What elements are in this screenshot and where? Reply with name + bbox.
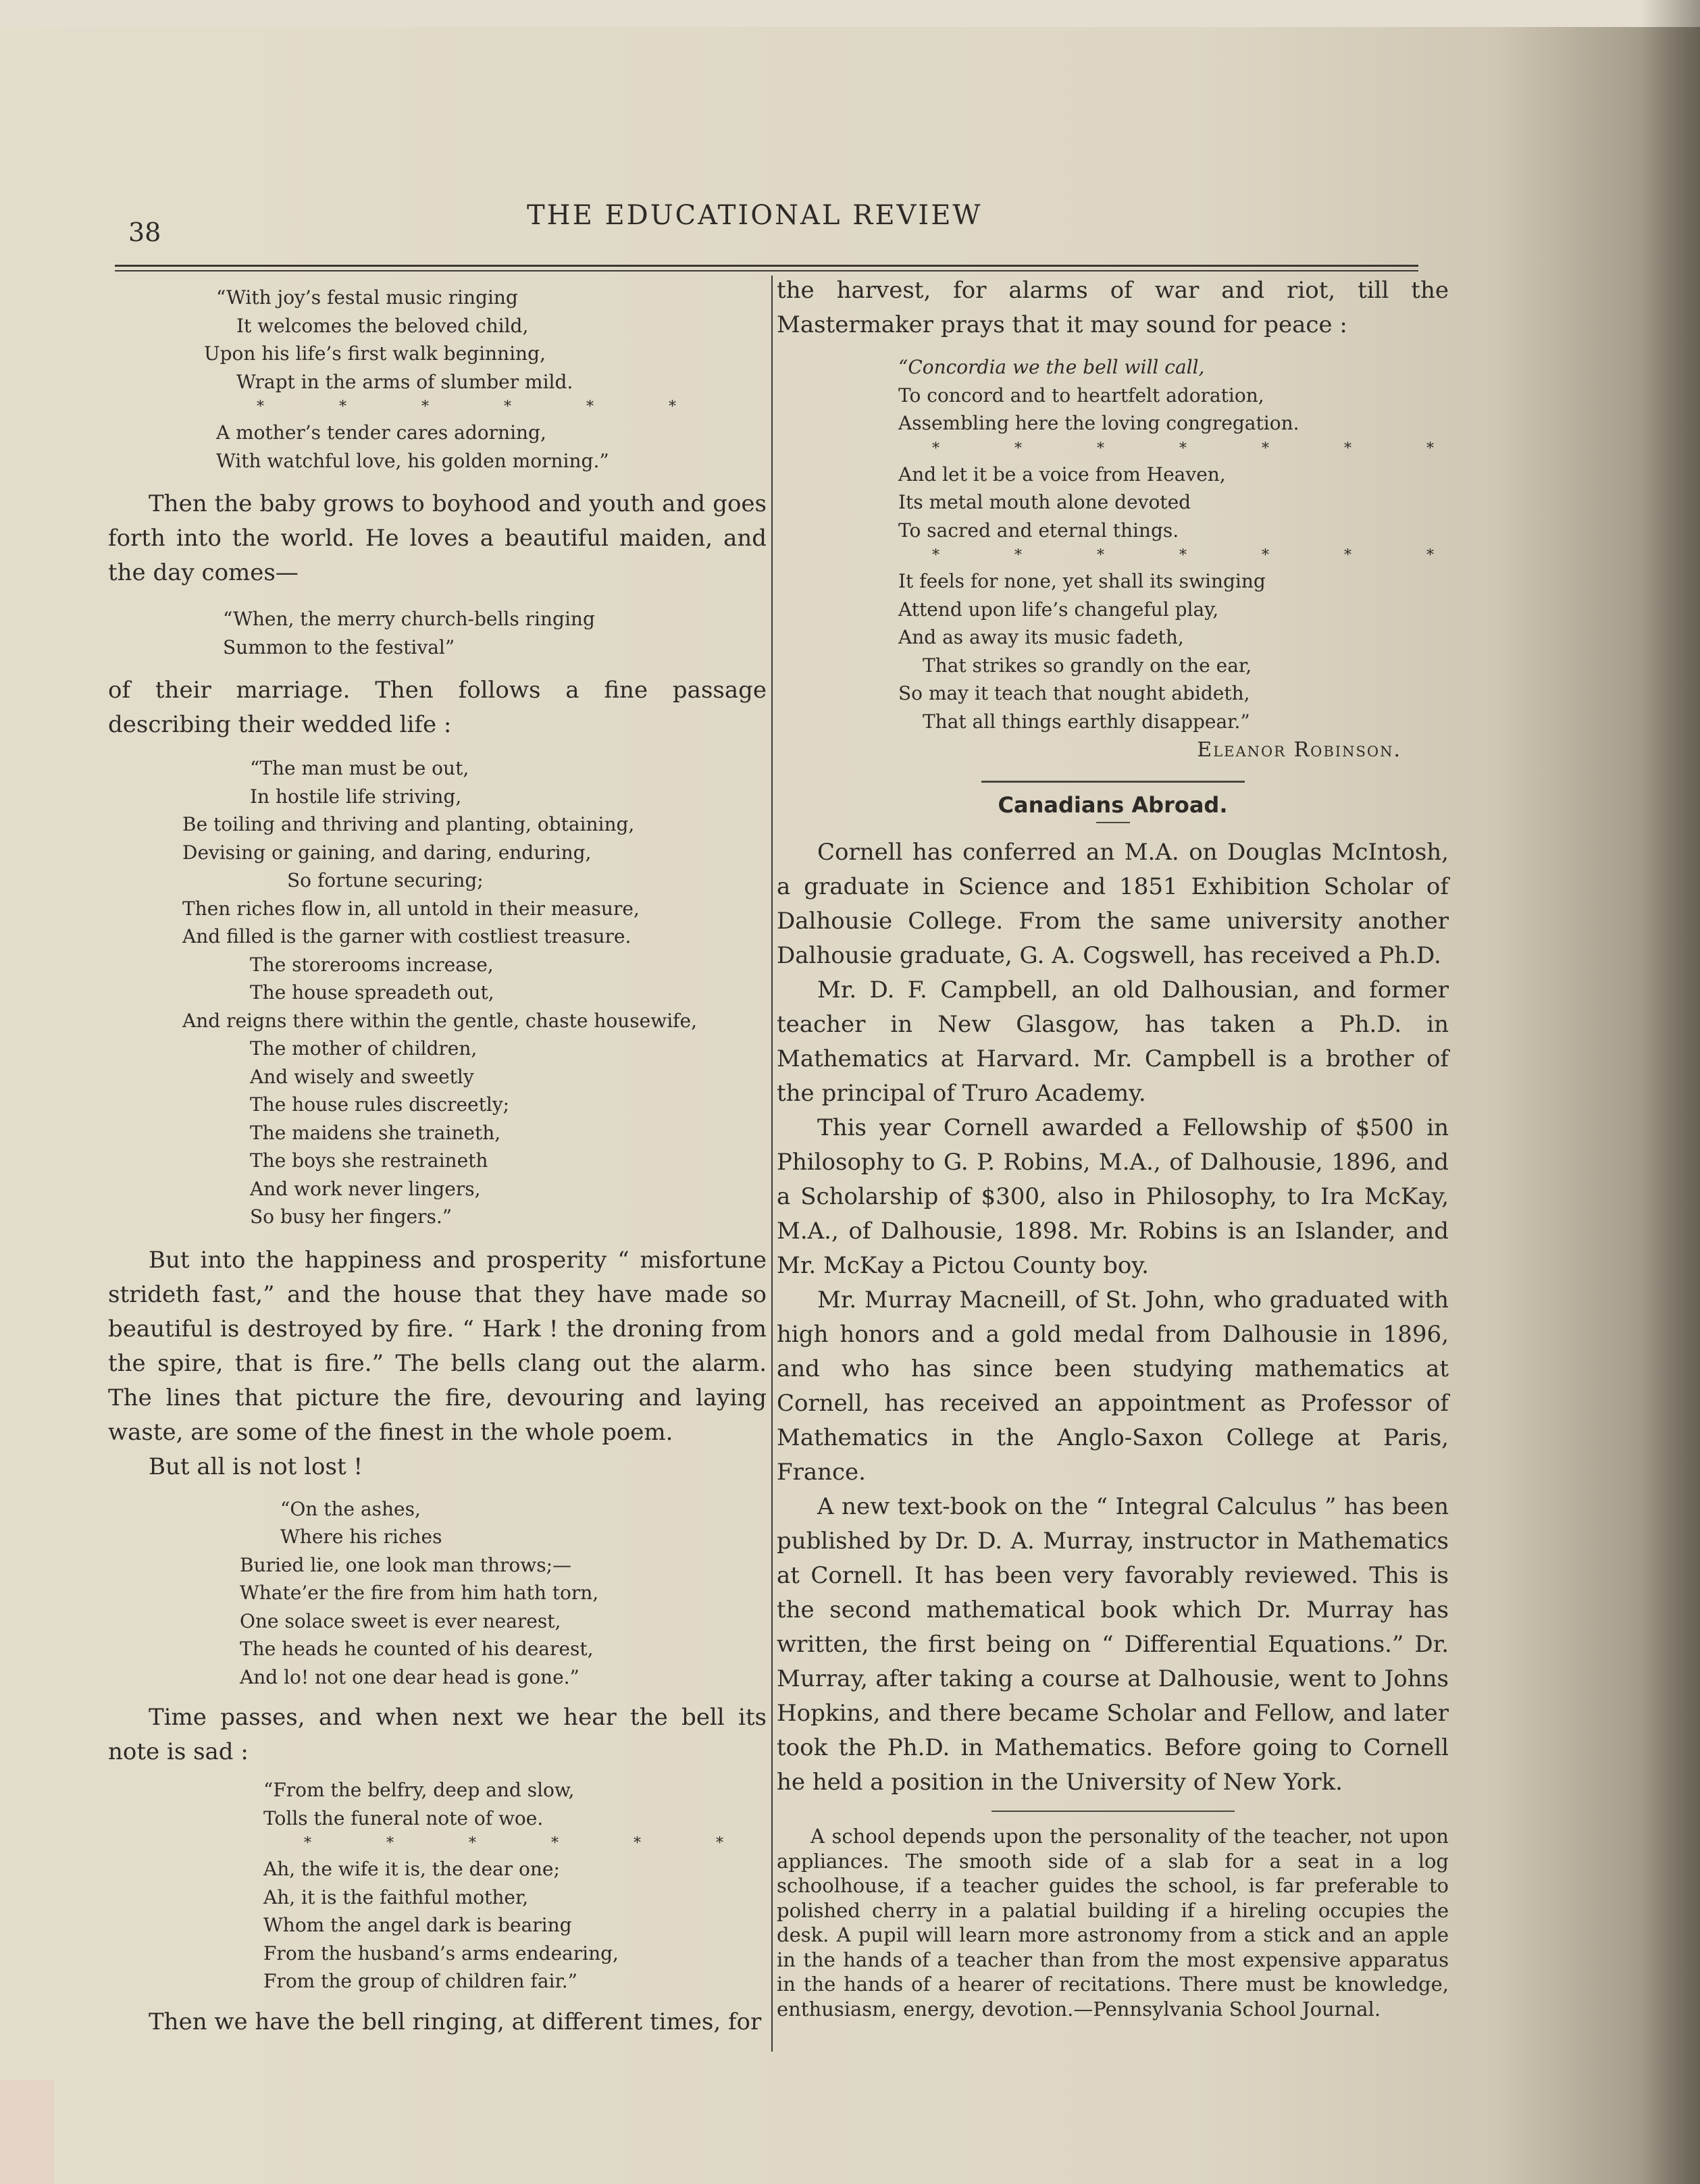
verse-line: “When, the merry church-bells ringing bbox=[223, 608, 595, 630]
verse-line: It feels for none, yet shall its swinging bbox=[898, 570, 1266, 592]
verse-concordia bbox=[898, 353, 1469, 735]
verse-line: Wrapt in the arms of slumber mild. bbox=[236, 370, 573, 393]
verse-line: Attend upon life’s changeful play, bbox=[898, 598, 1219, 621]
verse-ellipsis: * * * * * * bbox=[257, 398, 711, 415]
header-rule-bottom bbox=[115, 270, 1418, 271]
verse-line: The house rules discreetly; bbox=[250, 1093, 510, 1116]
header-rule-top bbox=[115, 265, 1418, 267]
verse-line: And wisely and sweetly bbox=[250, 1065, 474, 1088]
verse-line: And work never lingers, bbox=[250, 1177, 481, 1200]
verse-line: Ah, it is the faithful mother, bbox=[263, 1886, 529, 1908]
verse-line: That all things earthly disappear.” bbox=[923, 710, 1250, 733]
paragraph: But into the happiness and prosperity “ misfortune strideth fast,” and the house that they have made so beautiful is destroyed by fire. “ Hark ! the droning from the spire, that is fire.” The bells clang out the alarm. The lines that picture the fire, devouring and laying waste, are some of the finest in the whole poem. bbox=[108, 1246, 767, 1446]
column-divider bbox=[771, 276, 773, 2052]
footnote-quote: A school depends upon the personality of the teacher, not upon appliances. The smooth side of a slab for a seat in a log schoolhouse, if a teacher guides the school, is far preferable to polished cherry in a palatial building if a hireling occupies the desk. A pupil will learn more astronomy from a stick and an apple in the hands of a teacher than from the most expensive apparatus in the hands of a hearer of recitations. There must be knowledge, enthusiasm, energy, devotion.—Pennsylvania School Journal. bbox=[777, 1825, 1449, 2021]
verse-line: And as away its music fadeth, bbox=[898, 626, 1184, 648]
section-heading: Canadians Abroad. bbox=[998, 792, 1228, 818]
verse-line: It welcomes the beloved child, bbox=[236, 314, 529, 337]
note-divider bbox=[991, 1811, 1235, 1812]
verse-ellipsis: * * * * * * bbox=[304, 1835, 758, 1852]
verse-line: The boys she restraineth bbox=[250, 1149, 488, 1172]
page-corner-tint bbox=[0, 2080, 54, 2184]
verse-wedded-life bbox=[182, 754, 767, 1231]
verse-line: The maidens she traineth, bbox=[250, 1121, 501, 1144]
paragraph: Time passes, and when next we hear the bell its note is sad : bbox=[108, 1704, 767, 1765]
verse-line: And let it be a voice from Heaven, bbox=[898, 463, 1226, 486]
verse-line: From the group of children fair.” bbox=[263, 1970, 577, 1992]
verse-line: Then riches flow in, all untold in their measure, bbox=[182, 897, 640, 920]
verse-line: So may it teach that nought abideth, bbox=[898, 682, 1250, 704]
verse-line: That strikes so grandly on the ear, bbox=[923, 654, 1252, 677]
verse-line: “The man must be out, bbox=[250, 757, 469, 779]
paragraph: Then we have the bell ringing, at different times, for bbox=[149, 2008, 762, 2035]
verse-line: Tolls the funeral note of woe. bbox=[263, 1806, 544, 1829]
verse-line: Upon his life’s first walk beginning, bbox=[204, 342, 546, 365]
verse-ellipsis: * * * * * * * bbox=[932, 440, 1469, 457]
paragraph: Cornell has conferred an M.A. on Douglas McIntosh, a graduate in Science and 1851 Exhibition Scholar of Dalhousie College. From the same university another Dalhousie graduate, G. A. Cogswell, has received a Ph.D. bbox=[777, 839, 1449, 969]
heading-underline bbox=[1096, 822, 1130, 823]
paragraph: A new text-book on the “ Integral Calculus ” has been published by Dr. D. A. Murray, instructor in Mathematics at Cornell. It has been very favorably reviewed. This is the second mathematical book which Dr. Murray has written, the first being on “ Differential Equations.” Dr. Murray, after taking a course at Dalhousie, went to Johns Hopkins, and there became Scholar and Fellow, and later took the Ph.D. in Mathematics. Before going to Cornell he held a position in the University of New York. bbox=[777, 1493, 1449, 1796]
verse-line: “With joy’s festal music ringing bbox=[216, 286, 518, 309]
paragraph: the harvest, for alarms of war and riot, till the Mastermaker prays that it may sound for peace : bbox=[777, 277, 1449, 338]
verse-funeral bbox=[263, 1776, 767, 1996]
paragraph: of their marriage. Then follows a fine passage describing their wedded life : bbox=[108, 677, 767, 738]
verse-line: And filled is the garner with costliest treasure. bbox=[182, 925, 632, 947]
verse-line: The heads he counted of his dearest, bbox=[240, 1638, 594, 1660]
verse-line: And lo! not one dear head is gone.” bbox=[240, 1665, 579, 1688]
verse-line: From the husband’s arms endearing, bbox=[263, 1942, 619, 1965]
verse-line: “Concordia we the bell will call, bbox=[898, 356, 1205, 378]
verse-line: So busy her fingers.” bbox=[250, 1205, 453, 1228]
verse-line: And reigns there within the gentle, chaste housewife, bbox=[182, 1009, 698, 1032]
verse-line: Whate’er the fire from him hath torn, bbox=[240, 1582, 599, 1604]
paragraph: Then the baby grows to boyhood and youth and goes forth into the world. He loves a beautiful maiden, and the day comes— bbox=[108, 490, 767, 586]
verse-line: Its metal mouth alone devoted bbox=[898, 491, 1191, 513]
page-top-edge bbox=[0, 0, 1700, 27]
verse-line: Ah, the wife it is, the dear one; bbox=[263, 1858, 560, 1880]
paragraph: Mr. Murray Macneill, of St. John, who graduated with high honors and a gold medal from Dalhousie in 1896, and who has since been studying mathematics at Cornell, has received an appointment as Professor of Mathematics in the Anglo-Saxon College at Paris, France. bbox=[777, 1286, 1449, 1486]
verse-line: Buried lie, one look man throws;— bbox=[240, 1553, 571, 1576]
verse-ashes bbox=[240, 1495, 767, 1692]
verse-line: Whom the angel dark is bearing bbox=[263, 1914, 572, 1936]
verse-line: Where his riches bbox=[280, 1526, 442, 1548]
verse-line: Summon to the festival” bbox=[223, 635, 455, 658]
verse-line: One solace sweet is ever nearest, bbox=[240, 1609, 561, 1632]
paragraph: This year Cornell awarded a Fellowship of $500 in Philosophy to G. P. Robins, M.A., of Dalhousie, 1896, and a Scholarship of $300, also in Philosophy, to Ira McKay, M.A., of Dalhousie, 1898. Mr. Robins is an Islander, and Mr. McKay a Pictou County boy. bbox=[777, 1114, 1449, 1279]
verse-ellipsis: * * * * * * * bbox=[932, 547, 1469, 564]
verse-line: The house spreadeth out, bbox=[250, 981, 494, 1004]
right-column bbox=[777, 274, 1469, 2021]
verse-line: To sacred and eternal things. bbox=[898, 519, 1179, 542]
verse-line: “On the ashes, bbox=[280, 1497, 421, 1520]
left-column bbox=[108, 284, 767, 2039]
verse-line: Be toiling and thriving and planting, obtaining, bbox=[182, 813, 635, 835]
running-title: THE EDUCATIONAL REVIEW bbox=[527, 200, 983, 231]
page-binding-shadow bbox=[1641, 0, 1700, 2184]
verse-line: To concord and to heartfelt adoration, bbox=[898, 384, 1264, 407]
verse-line: Assembling here the loving congregation. bbox=[898, 412, 1299, 434]
verse-line: Devising or gaining, and daring, enduring, bbox=[182, 841, 592, 864]
verse-wedding-bells bbox=[223, 605, 767, 661]
verse-line: The mother of children, bbox=[250, 1037, 478, 1060]
verse-line: So fortune securing; bbox=[287, 869, 484, 891]
verse-line: “From the belfry, deep and slow, bbox=[263, 1779, 575, 1801]
poem-author: Eleanor Robinson. bbox=[1197, 738, 1401, 762]
paragraph: Mr. D. F. Campbell, an old Dalhousian, and former teacher in New Glasgow, has taken a Ph.D. in Mathematics at Harvard. Mr. Campbell is a brother of the principal of Truro Academy. bbox=[777, 977, 1449, 1107]
verse-line: The storerooms increase, bbox=[250, 953, 494, 976]
paragraph: But all is not lost ! bbox=[149, 1453, 363, 1480]
verse-line: In hostile life striving, bbox=[250, 785, 462, 808]
verse-line: A mother’s tender cares adorning, bbox=[216, 421, 546, 444]
page-number: 38 bbox=[128, 217, 161, 247]
verse-birth bbox=[204, 284, 767, 475]
section-divider bbox=[981, 781, 1245, 783]
verse-line: With watchful love, his golden morning.” bbox=[216, 449, 609, 472]
